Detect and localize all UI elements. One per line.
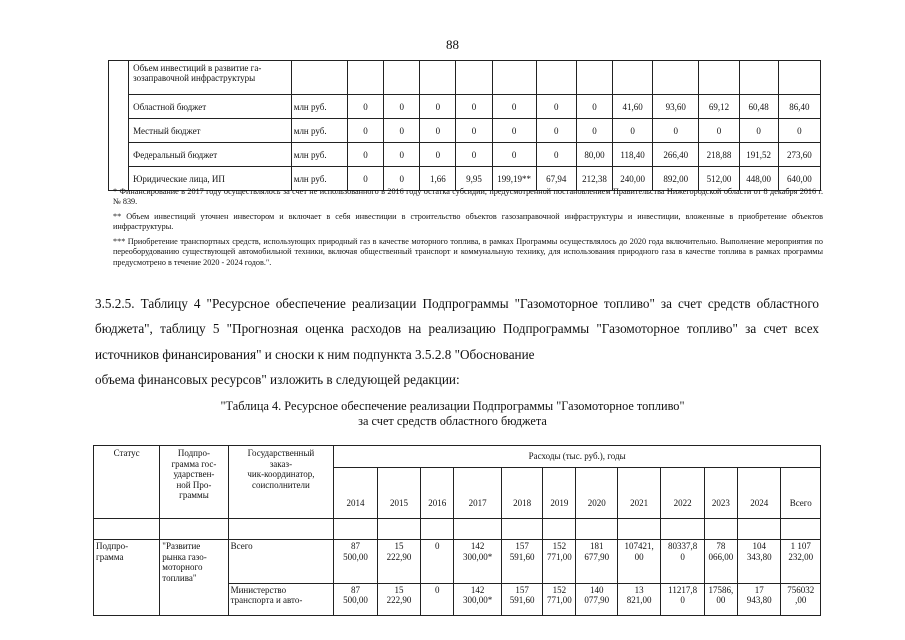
- year-header: 2018: [501, 468, 542, 519]
- table1-cell: 0: [347, 119, 383, 143]
- investment-table: [108, 60, 821, 191]
- year-header: 2014: [334, 468, 377, 519]
- table1-cell: 0: [536, 95, 576, 119]
- year-header: 2020: [576, 468, 617, 519]
- expense-cell: 17586, 00: [704, 583, 737, 615]
- year-header: 2017: [454, 468, 502, 519]
- spacer-cell: [617, 519, 660, 540]
- customer-cell: Министерство транспорта и авто-: [228, 583, 334, 615]
- table1-cell: 0: [384, 119, 420, 143]
- table1-unit: млн руб.: [291, 143, 347, 167]
- expense-cell: 0: [421, 540, 454, 584]
- header-expenses: Расходы (тыс. руб.), годы: [334, 446, 821, 468]
- table1-blank-cell: [109, 119, 129, 143]
- expense-cell: 157 591,60: [501, 540, 542, 584]
- year-header: 2024: [737, 468, 780, 519]
- spacer-cell: [543, 519, 576, 540]
- header-status: Статус: [94, 446, 160, 519]
- spacer-cell: [94, 519, 160, 540]
- table2-spacer-row: [94, 519, 821, 540]
- table1-cell: 0: [347, 143, 383, 167]
- expense-cell: 0: [421, 583, 454, 615]
- footnote-3: *** Приобретение транспортных средств, использующих природный газ в качестве моторного топлива, в рамках Программы осуществлялось до 2020 года включительно. Выполнение мероприятия по переоборудованию существующей автомобильной техники, включая общественный транспорт и коммунальную технику, для использования природного газа в качестве топлива в рамках программы предусмотрено в течение 2020 - 2024 годов.".: [113, 237, 823, 267]
- table1-row: [109, 143, 821, 167]
- table1-cell: [456, 61, 492, 95]
- table1-cell: 41,60: [613, 95, 653, 119]
- table-caption-line-1: "Таблица 4. Ресурсное обеспечение реализации Подпрограммы "Газомоторное топливо": [220, 399, 685, 413]
- expense-cell: 104 343,80: [737, 540, 780, 584]
- year-header: 2022: [661, 468, 704, 519]
- table1-cell: 0: [456, 143, 492, 167]
- table1-row-label: Местный бюджет: [129, 119, 292, 143]
- table1-row: [109, 95, 821, 119]
- table1-cell: 892,00: [653, 167, 699, 191]
- table1-cell: 0: [778, 119, 820, 143]
- table1-cell: 93,60: [653, 95, 699, 119]
- table-caption-line-2: за счет средств областного бюджета: [358, 414, 547, 428]
- table1-cell: 191,52: [739, 143, 778, 167]
- year-header: Всего: [781, 468, 821, 519]
- table1-cell: 512,00: [699, 167, 739, 191]
- expense-cell: 17 943,80: [737, 583, 780, 615]
- table1-blank-cell: [109, 95, 129, 119]
- spacer-cell: [576, 519, 617, 540]
- table1-cell: 0: [384, 95, 420, 119]
- table1-cell: 69,12: [699, 95, 739, 119]
- expense-cell: 142 300,00*: [454, 540, 502, 584]
- table1-cell: 0: [384, 143, 420, 167]
- table1-cell: 0: [456, 119, 492, 143]
- expense-cell: 87 500,00: [334, 583, 377, 615]
- table1-row: [109, 61, 821, 95]
- table1-row: [109, 119, 821, 143]
- expense-cell: 157 591,60: [501, 583, 542, 615]
- footnote-2: ** Объем инвестиций уточнен инвестором и включает в себя инвестиции в строительство объектов газозаправочной инфраструктуры и инвестиции, вложенные в приобретение объектов инфраструктуры.: [113, 212, 823, 232]
- table1-cell: 0: [536, 119, 576, 143]
- year-header: 2021: [617, 468, 660, 519]
- table1-cell: 0: [420, 143, 456, 167]
- table1-cell: 0: [699, 119, 739, 143]
- spacer-cell: [377, 519, 420, 540]
- table1-cell: [420, 61, 456, 95]
- table1-cell: [347, 61, 383, 95]
- year-header: 2023: [704, 468, 737, 519]
- table1-cell: 0: [613, 119, 653, 143]
- expense-cell: 80337,8 0: [661, 540, 704, 584]
- customer-cell: Всего: [228, 540, 334, 584]
- table1-cell: 0: [456, 95, 492, 119]
- table1-cell: [384, 61, 420, 95]
- table1-unit: млн руб.: [291, 95, 347, 119]
- spacer-cell: [421, 519, 454, 540]
- expense-cell: 756032 ,00: [781, 583, 821, 615]
- table1-row-label: Федеральный бюджет: [129, 143, 292, 167]
- expense-cell: 107421, 00: [617, 540, 660, 584]
- spacer-cell: [737, 519, 780, 540]
- status-cell: Подпро- грамма: [94, 540, 160, 584]
- table1-cell: [778, 61, 820, 95]
- spacer-cell: [661, 519, 704, 540]
- table1-cell: 118,40: [613, 143, 653, 167]
- table1-cell: 80,00: [576, 143, 612, 167]
- table1-cell: 448,00: [739, 167, 778, 191]
- table1-cell: 0: [420, 95, 456, 119]
- year-header: 2015: [377, 468, 420, 519]
- table1-cell: 0: [347, 95, 383, 119]
- table1-cell: 0: [492, 119, 536, 143]
- table1-cell: 266,40: [653, 143, 699, 167]
- resource-table: [93, 445, 821, 616]
- table1-cell: 60,48: [739, 95, 778, 119]
- header-customer: Государственный заказ- чик-координатор, соисполнители: [228, 446, 334, 519]
- table1-blank-cell: [109, 143, 129, 167]
- expense-cell: 1 107 232,00: [781, 540, 821, 584]
- table1-cell: 1,66: [420, 167, 456, 191]
- table1-cell: [576, 61, 612, 95]
- table1-cell: 0: [420, 119, 456, 143]
- expense-cell: 181 677,90: [576, 540, 617, 584]
- expense-cell: 152 771,00: [543, 540, 576, 584]
- table1-cell: 0: [576, 119, 612, 143]
- table1-cell: [492, 61, 536, 95]
- footnote-1: * Финансирование в 2017 году осуществлялось за счет не использованного в 2016 году остатка субсидии, предусмотренной постановлением Правительства Нижегородской области от 8 декабря 2016 г. № 839.: [113, 187, 823, 207]
- table2-row: [94, 540, 821, 584]
- table1-cell: [739, 61, 778, 95]
- expense-cell: 11217,8 0: [661, 583, 704, 615]
- paragraph-body: 3.5.2.5. Таблицу 4 "Ресурсное обеспечение реализации Подпрограммы "Газомоторное топливо" за счет средств областного бюджета", таблицу 5 "Прогнозная оценка расходов на реализацию Подпрограммы "Газомоторное топливо" за счет всех источников финансирования" и сноски к ним подпункта 3.5.2.8 "Обоснование: [95, 296, 819, 362]
- table1-cell: [536, 61, 576, 95]
- spacer-cell: [228, 519, 334, 540]
- table1-unit: млн руб.: [291, 119, 347, 143]
- spacer-cell: [501, 519, 542, 540]
- subprogram-cell: [160, 583, 228, 615]
- status-cell: [94, 583, 160, 615]
- amendment-paragraph: [95, 291, 819, 392]
- table1-cell: 640,00: [778, 167, 820, 191]
- expense-cell: 15 222,90: [377, 583, 420, 615]
- table1-cell: 212,38: [576, 167, 612, 191]
- table1-cell: 240,00: [613, 167, 653, 191]
- table1-cell: [699, 61, 739, 95]
- table1-cell: [613, 61, 653, 95]
- spacer-cell: [334, 519, 377, 540]
- table1-cell: 199,19**: [492, 167, 536, 191]
- expense-cell: 15 222,90: [377, 540, 420, 584]
- table1-cell: 9,95: [456, 167, 492, 191]
- subprogram-cell: "Развитие рынка газо- моторного топлива": [160, 540, 228, 584]
- table1-cell: 0: [536, 143, 576, 167]
- page-number: 88: [446, 37, 459, 52]
- spacer-cell: [454, 519, 502, 540]
- table1-cell: 0: [347, 167, 383, 191]
- table1-row-label: Областной бюджет: [129, 95, 292, 119]
- table1-cell: 0: [653, 119, 699, 143]
- spacer-cell: [160, 519, 228, 540]
- paragraph-last-line: объема финансовых ресурсов" изложить в следующей редакции:: [95, 371, 460, 387]
- expense-cell: 13 821,00: [617, 583, 660, 615]
- table2-row: [94, 583, 821, 615]
- table1-unit: млн руб.: [291, 167, 347, 191]
- expense-cell: 142 300,00*: [454, 583, 502, 615]
- table1-unit: [291, 61, 347, 95]
- year-header: 2016: [421, 468, 454, 519]
- table1-row-label: Объем инвестиций в развитие га- зозаправочной инфраструктуры: [129, 61, 292, 95]
- table1-row-label: Юридические лица, ИП: [129, 167, 292, 191]
- spacer-cell: [704, 519, 737, 540]
- expense-cell: 78 066,00: [704, 540, 737, 584]
- table1-cell: 0: [492, 143, 536, 167]
- table1-cell: 0: [739, 119, 778, 143]
- table1-cell: 0: [492, 95, 536, 119]
- table1-cell: 86,40: [778, 95, 820, 119]
- table1-cell: 218,88: [699, 143, 739, 167]
- table1-cell: 0: [576, 95, 612, 119]
- table1-cell: 273,60: [778, 143, 820, 167]
- table1-cell: [653, 61, 699, 95]
- header-subprogram: Подпро- грамма гос- ударствен- ной Про- граммы: [160, 446, 228, 519]
- table1-cell: 0: [384, 167, 420, 191]
- year-header: 2019: [543, 468, 576, 519]
- expense-cell: 140 077,90: [576, 583, 617, 615]
- table1-blank-cell: [109, 61, 129, 95]
- spacer-cell: [781, 519, 821, 540]
- table1-cell: 67,94: [536, 167, 576, 191]
- expense-cell: 152 771,00: [543, 583, 576, 615]
- expense-cell: 87 500,00: [334, 540, 377, 584]
